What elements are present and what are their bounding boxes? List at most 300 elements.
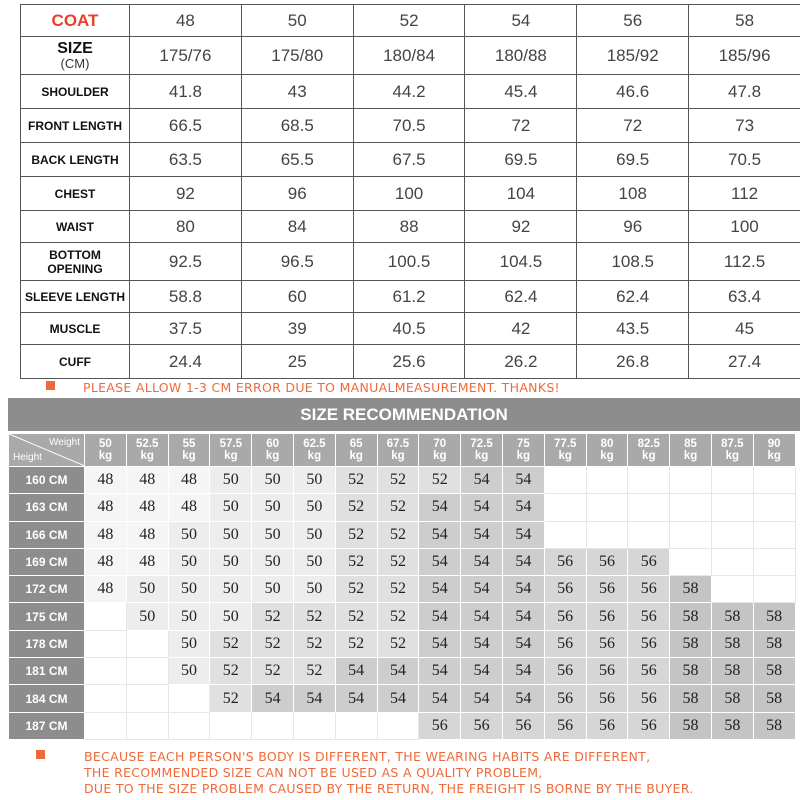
recommended-size-cell: 50 [293,467,335,494]
weight-unit: kg [516,450,531,462]
recommended-size-cell: 54 [502,494,544,521]
height-chest-cell: 180/84 [353,37,465,75]
weight-header-cell [419,434,461,467]
recommended-size-cell: 56 [502,712,544,739]
weight-unit: kg [349,450,363,462]
recommended-size-cell: 58 [753,603,795,630]
recommended-size-cell [168,712,210,739]
recommended-size-cell: 56 [586,630,628,657]
recommended-size-cell [85,712,127,739]
weight-value: 70 [433,438,447,450]
measurement-label: CHEST [21,177,130,211]
recommended-size-cell: 52 [293,603,335,630]
recommended-size-cell: 54 [502,658,544,685]
recommended-size-cell: 54 [419,576,461,603]
size-cell: 50 [241,5,353,37]
measurement-value: 100.5 [353,243,465,281]
recommended-size-cell [628,521,670,548]
coat-label: COAT [21,5,130,37]
recommended-size-cell: 58 [670,658,712,685]
recommended-size-cell: 58 [670,712,712,739]
recommended-size-cell: 52 [377,603,419,630]
recommended-size-cell [670,548,712,575]
measurement-value: 45.4 [465,75,577,109]
recommended-size-cell: 52 [335,630,377,657]
height-chest-cell: 175/80 [241,37,353,75]
measurement-value: 70.5 [689,143,800,177]
weight-value: 77.5 [553,438,577,450]
recommendation-row [9,712,796,739]
measurement-value: 44.2 [353,75,465,109]
unit-label: (CM) [60,55,90,71]
recommended-size-cell: 54 [461,630,503,657]
recommended-size-cell [85,685,127,712]
recommended-size-cell [126,712,168,739]
recommended-size-cell [126,630,168,657]
recommended-size-cell: 54 [461,467,503,494]
weight-header-cell [335,434,377,467]
size-cell: 56 [577,5,689,37]
measurement-label: CUFF [21,345,130,379]
recommended-size-cell: 56 [586,658,628,685]
recommended-size-cell: 54 [461,685,503,712]
recommended-size-cell: 48 [126,467,168,494]
measurement-label: SHOULDER [21,75,130,109]
recommended-size-cell: 58 [753,685,795,712]
recommended-size-cell [628,467,670,494]
recommended-size-cell: 50 [210,576,252,603]
recommended-size-cell: 56 [628,630,670,657]
size-row [21,5,800,37]
weight-value: 80 [600,438,614,450]
recommended-size-cell: 54 [502,521,544,548]
weight-unit: kg [307,450,322,462]
measurement-value: 65.5 [241,143,353,177]
recommended-size-cell [711,548,753,575]
recommended-size-cell: 48 [85,467,127,494]
measurement-value: 96 [241,177,353,211]
recommended-size-cell [335,712,377,739]
weight-unit: kg [391,450,405,462]
recommended-size-cell [753,576,795,603]
measurement-value: 104.5 [465,243,577,281]
recommended-size-cell: 56 [544,576,586,603]
recommended-size-cell: 54 [461,576,503,603]
recommended-size-cell: 54 [502,467,544,494]
weight-header-cell [502,434,544,467]
measurement-value: 42 [465,313,577,345]
measurement-value: 100 [353,177,465,211]
measurement-label: WAIST [21,211,130,243]
recommended-size-cell: 58 [670,630,712,657]
recommended-size-cell [544,467,586,494]
height-header-cell: 169 CM [9,548,85,575]
recommended-size-cell: 58 [670,685,712,712]
recommended-size-cell: 50 [293,494,335,521]
measurement-value: 25 [241,345,353,379]
recommended-size-cell: 54 [461,603,503,630]
recommended-size-cell: 56 [628,712,670,739]
weight-header-cell [544,434,586,467]
recommended-size-cell [711,576,753,603]
measurement-label: SLEEVE LENGTH [21,281,130,313]
recommended-size-cell: 58 [711,712,753,739]
height-header-cell: 160 CM [9,467,85,494]
measurement-value: 68.5 [241,109,353,143]
recommended-size-cell: 50 [210,548,252,575]
weight-unit: kg [600,450,614,462]
recommended-size-cell: 54 [502,603,544,630]
height-chest-cell: 185/96 [689,37,800,75]
recommended-size-cell: 56 [544,685,586,712]
recommended-size-cell: 52 [419,467,461,494]
measurement-value: 45 [689,313,800,345]
recommended-size-cell: 54 [293,685,335,712]
weight-value: 65 [349,438,363,450]
recommended-size-cell: 50 [252,467,294,494]
weight-value: 52.5 [136,438,159,450]
weight-value: 55 [182,438,196,450]
recommended-size-cell: 48 [168,494,210,521]
recommended-size-cell: 58 [711,685,753,712]
measurement-value: 40.5 [353,313,465,345]
recommendation-row [9,685,796,712]
recommended-size-cell: 50 [168,548,210,575]
height-header-cell: 166 CM [9,521,85,548]
recommendation-row [9,658,796,685]
recommended-size-cell: 48 [126,548,168,575]
recommended-size-cell: 56 [544,630,586,657]
height-header-cell: 184 CM [9,685,85,712]
recommended-size-cell: 50 [168,630,210,657]
recommended-size-cell [753,467,795,494]
weight-unit: kg [140,450,154,462]
weight-unit: kg [224,450,238,462]
recommended-size-cell [544,521,586,548]
measurement-row [21,75,800,109]
recommended-size-cell: 48 [85,494,127,521]
measurement-value: 26.8 [577,345,689,379]
recommended-size-cell: 52 [335,467,377,494]
recommended-size-cell: 54 [461,521,503,548]
measurement-value: 92 [130,177,242,211]
error-note: PLEASE ALLOW 1-3 CM ERROR DUE TO MANUALMEASUREMENT. THANKS! [83,380,560,395]
recommended-size-cell: 48 [126,494,168,521]
height-header-cell: 163 CM [9,494,85,521]
recommended-size-cell: 58 [753,630,795,657]
weight-header-cell [168,434,210,467]
weight-value: 72.5 [470,438,493,450]
recommended-size-cell: 50 [210,603,252,630]
measurement-value: 25.6 [353,345,465,379]
recommendation-row [9,603,796,630]
recommended-size-cell: 56 [419,712,461,739]
recommended-size-cell: 54 [335,685,377,712]
weight-header-cell [377,434,419,467]
recommended-size-cell: 50 [168,603,210,630]
recommended-size-cell [586,521,628,548]
recommended-size-cell [586,467,628,494]
measurement-row [21,281,800,313]
recommended-size-cell: 56 [586,603,628,630]
recommended-size-cell: 52 [293,630,335,657]
recommended-size-cell: 54 [419,494,461,521]
recommended-size-cell: 50 [168,521,210,548]
measurement-value: 41.8 [130,75,242,109]
recommended-size-cell [126,685,168,712]
recommended-size-cell: 54 [419,658,461,685]
measurement-value: 70.5 [353,109,465,143]
weight-value: 57.5 [219,438,242,450]
weight-header-cell [210,434,252,467]
measurement-value: 46.6 [577,75,689,109]
height-header-cell: 175 CM [9,603,85,630]
recommended-size-cell: 52 [293,658,335,685]
recommended-size-cell: 52 [335,603,377,630]
recommended-size-cell: 58 [711,603,753,630]
weight-axis-label: Weight [49,437,80,448]
weight-header-cell [670,434,712,467]
weight-header-cell [628,434,670,467]
measurement-value: 88 [353,211,465,243]
recommended-size-cell: 52 [210,685,252,712]
recommended-size-cell: 48 [126,521,168,548]
recommendation-title: SIZE RECOMMENDATION [8,398,800,431]
height-header-cell: 178 CM [9,630,85,657]
size-cell: 58 [689,5,800,37]
measurement-value: 62.4 [465,281,577,313]
recommended-size-cell [252,712,294,739]
recommended-size-cell: 54 [419,685,461,712]
measurement-value: 60 [241,281,353,313]
height-header-cell: 172 CM [9,576,85,603]
measurement-value: 63.5 [130,143,242,177]
measurement-value: 92.5 [130,243,242,281]
weight-header-cell [252,434,294,467]
recommended-size-cell [126,658,168,685]
weight-header-cell [711,434,753,467]
recommended-size-cell: 54 [461,494,503,521]
weight-unit: kg [767,450,781,462]
recommended-size-cell: 52 [210,630,252,657]
measurement-table [20,4,800,379]
recommended-size-cell: 50 [210,467,252,494]
weight-header-cell [586,434,628,467]
measurement-value: 63.4 [689,281,800,313]
recommended-size-cell: 50 [252,494,294,521]
weight-value: 62.5 [303,438,326,450]
recommended-size-cell: 58 [753,712,795,739]
weight-unit: kg [265,450,280,462]
recommended-size-cell: 52 [377,467,419,494]
recommended-size-cell: 54 [502,630,544,657]
recommended-size-cell [586,494,628,521]
measurement-label: BOTTOM OPENING [21,243,130,281]
recommended-size-cell: 50 [168,658,210,685]
recommendation-row [9,521,796,548]
recommended-size-cell: 56 [586,548,628,575]
weight-header-cell [293,434,335,467]
measurement-value: 61.2 [353,281,465,313]
recommended-size-cell: 54 [502,548,544,575]
weight-unit: kg [474,450,489,462]
disclaimer-line-3: DUE TO THE SIZE PROBLEM CAUSED BY THE RETURN, THE FREIGHT IS BORNE BY THE BUYER. [84,781,694,796]
measurement-value: 73 [689,109,800,143]
recommended-size-cell: 48 [168,467,210,494]
size-cell: 52 [353,5,465,37]
measurement-value: 67.5 [353,143,465,177]
recommended-size-cell: 52 [377,576,419,603]
recommended-size-cell [711,521,753,548]
size-cell: 48 [130,5,242,37]
measurement-row [21,109,800,143]
recommended-size-cell: 50 [293,548,335,575]
recommended-size-cell: 56 [628,658,670,685]
weight-unit: kg [642,450,656,462]
measurement-value: 62.4 [577,281,689,313]
measurement-value: 27.4 [689,345,800,379]
recommended-size-cell: 56 [544,548,586,575]
height-header-cell: 181 CM [9,658,85,685]
recommended-size-cell: 54 [377,685,419,712]
recommended-size-cell: 54 [252,685,294,712]
measurement-value: 112.5 [689,243,800,281]
measurement-value: 84 [241,211,353,243]
disclaimer-line-1: BECAUSE EACH PERSON'S BODY IS DIFFERENT, THE WEARING HABITS ARE DIFFERENT, [84,749,651,764]
recommended-size-cell: 48 [85,576,127,603]
recommended-size-cell: 52 [335,494,377,521]
weight-unit: kg [558,450,572,462]
weight-header-row [9,434,796,467]
measurement-value: 58.8 [130,281,242,313]
recommended-size-cell: 50 [126,576,168,603]
recommendation-row [9,576,796,603]
measurement-label: BACK LENGTH [21,143,130,177]
recommended-size-cell: 52 [377,630,419,657]
recommended-size-cell: 52 [335,521,377,548]
measurement-value: 26.2 [465,345,577,379]
weight-value: 90 [767,438,781,450]
measurement-row [21,143,800,177]
size-label-cell [21,37,130,75]
recommended-size-cell: 54 [419,603,461,630]
recommended-size-cell: 56 [544,658,586,685]
disclaimer-bullet-icon [36,750,45,759]
height-header-cell: 187 CM [9,712,85,739]
measurement-row [21,313,800,345]
recommended-size-cell: 54 [377,658,419,685]
recommended-size-cell: 50 [126,603,168,630]
recommended-size-cell [210,712,252,739]
recommended-size-cell: 56 [628,685,670,712]
weight-unit: kg [182,450,196,462]
measurement-value: 96 [577,211,689,243]
recommended-size-cell: 52 [252,658,294,685]
recommended-size-cell [711,467,753,494]
measurement-row [21,243,800,281]
recommendation-row [9,630,796,657]
measurement-value: 69.5 [465,143,577,177]
measurement-row [21,177,800,211]
weight-header-cell [753,434,795,467]
recommended-size-cell: 58 [670,576,712,603]
recommendation-row [9,548,796,575]
recommended-size-cell: 54 [461,658,503,685]
recommended-size-cell: 56 [628,603,670,630]
recommended-size-cell: 52 [335,576,377,603]
recommended-size-cell: 50 [252,548,294,575]
recommendation-row [9,494,796,521]
recommended-size-cell: 52 [377,521,419,548]
measurement-value: 92 [465,211,577,243]
recommended-size-cell: 56 [628,548,670,575]
recommended-size-cell: 54 [502,685,544,712]
height-chest-cell: 175/76 [130,37,242,75]
recommended-size-cell [628,494,670,521]
measurement-label: MUSCLE [21,313,130,345]
recommended-size-cell [544,494,586,521]
weight-value: 67.5 [386,438,410,450]
weight-header-cell [126,434,168,467]
disclaimer-line-2: THE RECOMMENDED SIZE CAN NOT BE USED AS A QUALITY PROBLEM, [84,765,543,780]
measurement-row [21,211,800,243]
recommended-size-cell: 56 [586,576,628,603]
recommended-size-cell: 58 [753,658,795,685]
weight-unit: kg [433,450,447,462]
measurement-value: 72 [465,109,577,143]
weight-value: 85 [684,438,697,450]
recommended-size-cell [85,630,127,657]
measurement-value: 108.5 [577,243,689,281]
recommended-size-cell: 50 [293,521,335,548]
recommended-size-cell: 52 [252,603,294,630]
recommended-size-cell: 54 [419,521,461,548]
recommended-size-cell [711,494,753,521]
recommendation-table [8,433,796,740]
recommended-size-cell: 56 [628,576,670,603]
measurement-value: 69.5 [577,143,689,177]
size-cell: 54 [465,5,577,37]
recommended-size-cell: 54 [419,630,461,657]
recommended-size-cell [670,494,712,521]
recommended-size-cell [670,521,712,548]
recommended-size-cell [85,603,127,630]
recommendation-row [9,467,796,494]
height-axis-label: Height [13,452,42,463]
recommended-size-cell: 52 [377,548,419,575]
measurement-value: 96.5 [241,243,353,281]
recommended-size-cell: 50 [168,576,210,603]
weight-value: 87.5 [721,438,744,450]
measurement-value: 47.8 [689,75,800,109]
measurement-value: 39 [241,313,353,345]
height-chest-cell: 180/88 [465,37,577,75]
weight-unit: kg [98,450,113,462]
recommended-size-cell: 48 [85,548,127,575]
recommended-size-cell [753,521,795,548]
recommended-size-cell: 56 [544,712,586,739]
measurement-value: 104 [465,177,577,211]
measurement-value: 112 [689,177,800,211]
recommended-size-cell: 48 [85,521,127,548]
recommended-size-cell: 56 [544,603,586,630]
corner-cell [9,434,85,467]
recommended-size-cell [377,712,419,739]
height-row [21,37,800,75]
recommended-size-cell: 50 [252,576,294,603]
weight-header-cell [461,434,503,467]
recommended-size-cell: 54 [461,548,503,575]
